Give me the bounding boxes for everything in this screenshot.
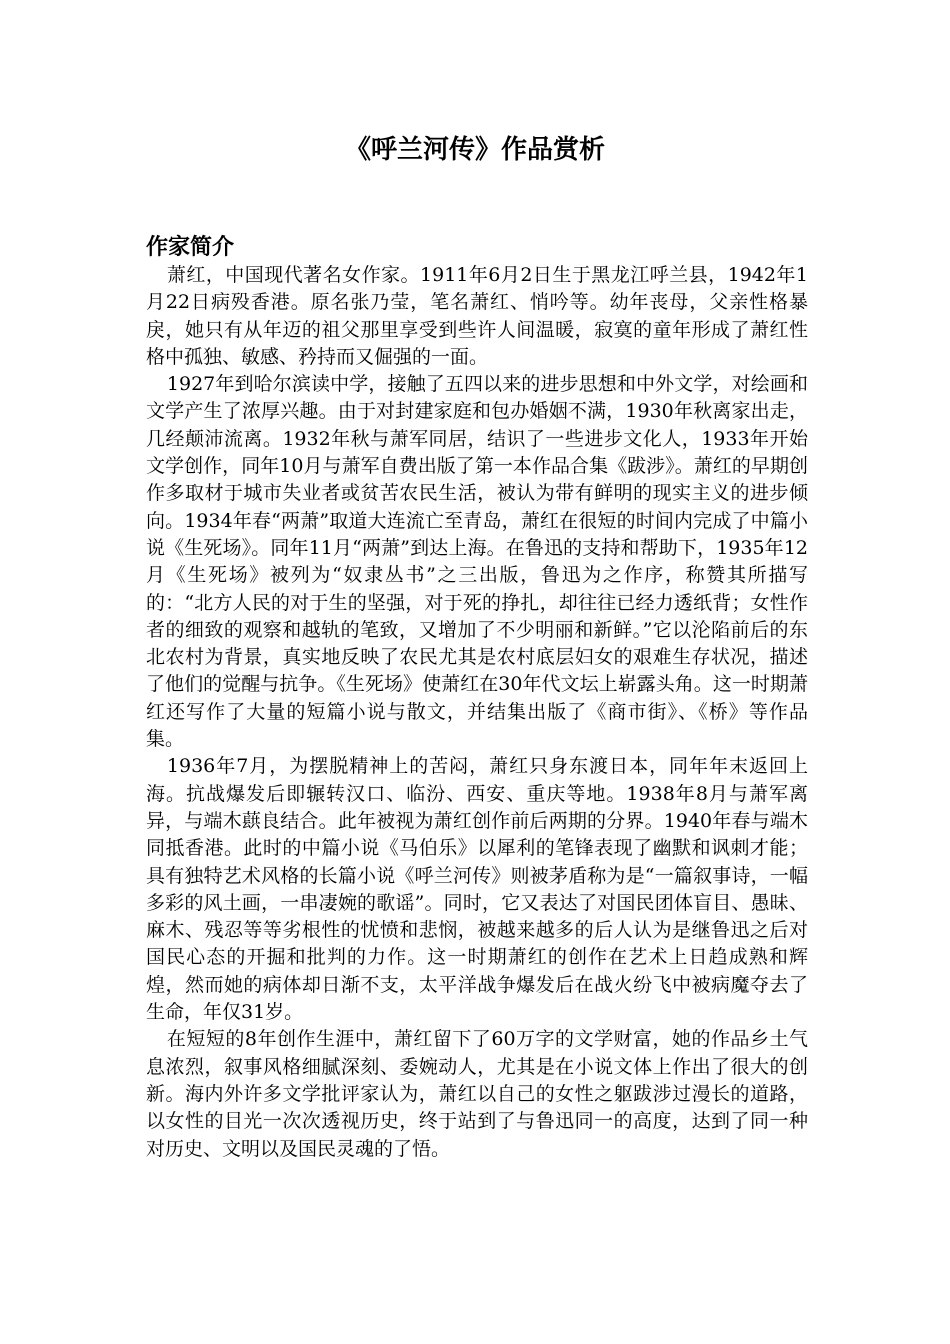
paragraph-early-career: 1927年到哈尔滨读中学，接触了五四以来的进步思想和中外文学，对绘画和文学产生了浓厚兴趣。由于对封建家庭和包办婚姻不满，1930年秋离家出走，几经颠沛流离。1932年秋与萧军同居，结识了一些进步文化人，1933年开始文学创作，同年10月与萧军自费出版了第一本作品合集《跋涉》。萧红的早期创作多取材于城市失业者或贫苦农民生活，被认为带有鲜明的现实主义的进步倾向。1934年春“两萧”取道大连流亡至青岛，萧红在很短的时间内完成了中篇小说《生死场》。同年11月“两萧”到达上海。在鲁迅的支持和帮助下，1935年12月《生死场》被列为“奴隶丛书”之三出版，鲁迅为之作序，称赞其所描写的：“北方人民的对于生的坚强，对于死的挣扎，却往往已经力透纸背；女性作者的细致的观察和越轨的笔致，又增加了不少明丽和新鲜。”它以沦陷前后的东北农村为背景，真实地反映了农民尤其是农村底层妇女的艰难生存状况，描述了他们的觉醒与抗争。《生死场》使萧红在30年代文坛上崭露头角。这一时期萧红还写作了大量的短篇小说与散文，并结集出版了《商市街》、《桥》等作品集。 <box>146 373 808 751</box>
paragraph-legacy: 在短短的8年创作生涯中，萧红留下了60万字的文学财富，她的作品乡土气息浓烈，叙事风格细腻深刻、委婉动人，尤其是在小说文体上作出了很大的创新。海内外许多文学批评家认为，萧红以自己的女性之躯跋涉过漫长的道路，以女性的目光一次次透视历史，终于站到了与鲁迅同一的高度，达到了同一种对历史、文明以及国民灵魂的了悟。 <box>146 1028 808 1160</box>
paragraph-biography-early-life: 萧红，中国现代著名女作家。1911年6月2日生于黑龙江呼兰县，1942年1月22日病殁香港。原名张乃莹，笔名萧红、悄吟等。幼年丧母，父亲性格暴戾，她只有从年迈的祖父那里享受到些许人间温暖，寂寞的童年形成了萧红性格中孤独、敏感、矜持而又倔强的一面。 <box>146 264 808 368</box>
paragraph-later-career: 1936年7月，为摆脱精神上的苦闷，萧红只身东渡日本，同年年末返回上海。抗战爆发后即辗转汉口、临汾、西安、重庆等地。1938年8月与萧军离异，与端木蕻良结合。此年被视为萧红创作前后两期的分界。1940年春与端木同抵香港。此时的中篇小说《马伯乐》以犀利的笔锋表现了幽默和讽刺才能；具有独特艺术风格的长篇小说《呼兰河传》则被茅盾称为是“一篇叙事诗，一幅多彩的风土画，一串凄婉的歌谣”。同时，它又表达了对国民团体盲目、愚昧、麻木、残忍等等劣根性的忧愤和悲悯，被越来越多的后人认为是继鲁迅之后对国民心态的开掘和批判的力作。这一时期萧红的创作在艺术上日趋成熟和辉煌，然而她的病体却日渐不支，太平洋战争爆发后在战火纷飞中被病魔夺去了生命，年仅31岁。 <box>146 755 808 1024</box>
document-title: 《呼兰河传》作品赏析 <box>344 135 605 165</box>
section-body <box>146 262 808 1163</box>
section-heading-author-intro: 作家简介 <box>146 235 235 260</box>
